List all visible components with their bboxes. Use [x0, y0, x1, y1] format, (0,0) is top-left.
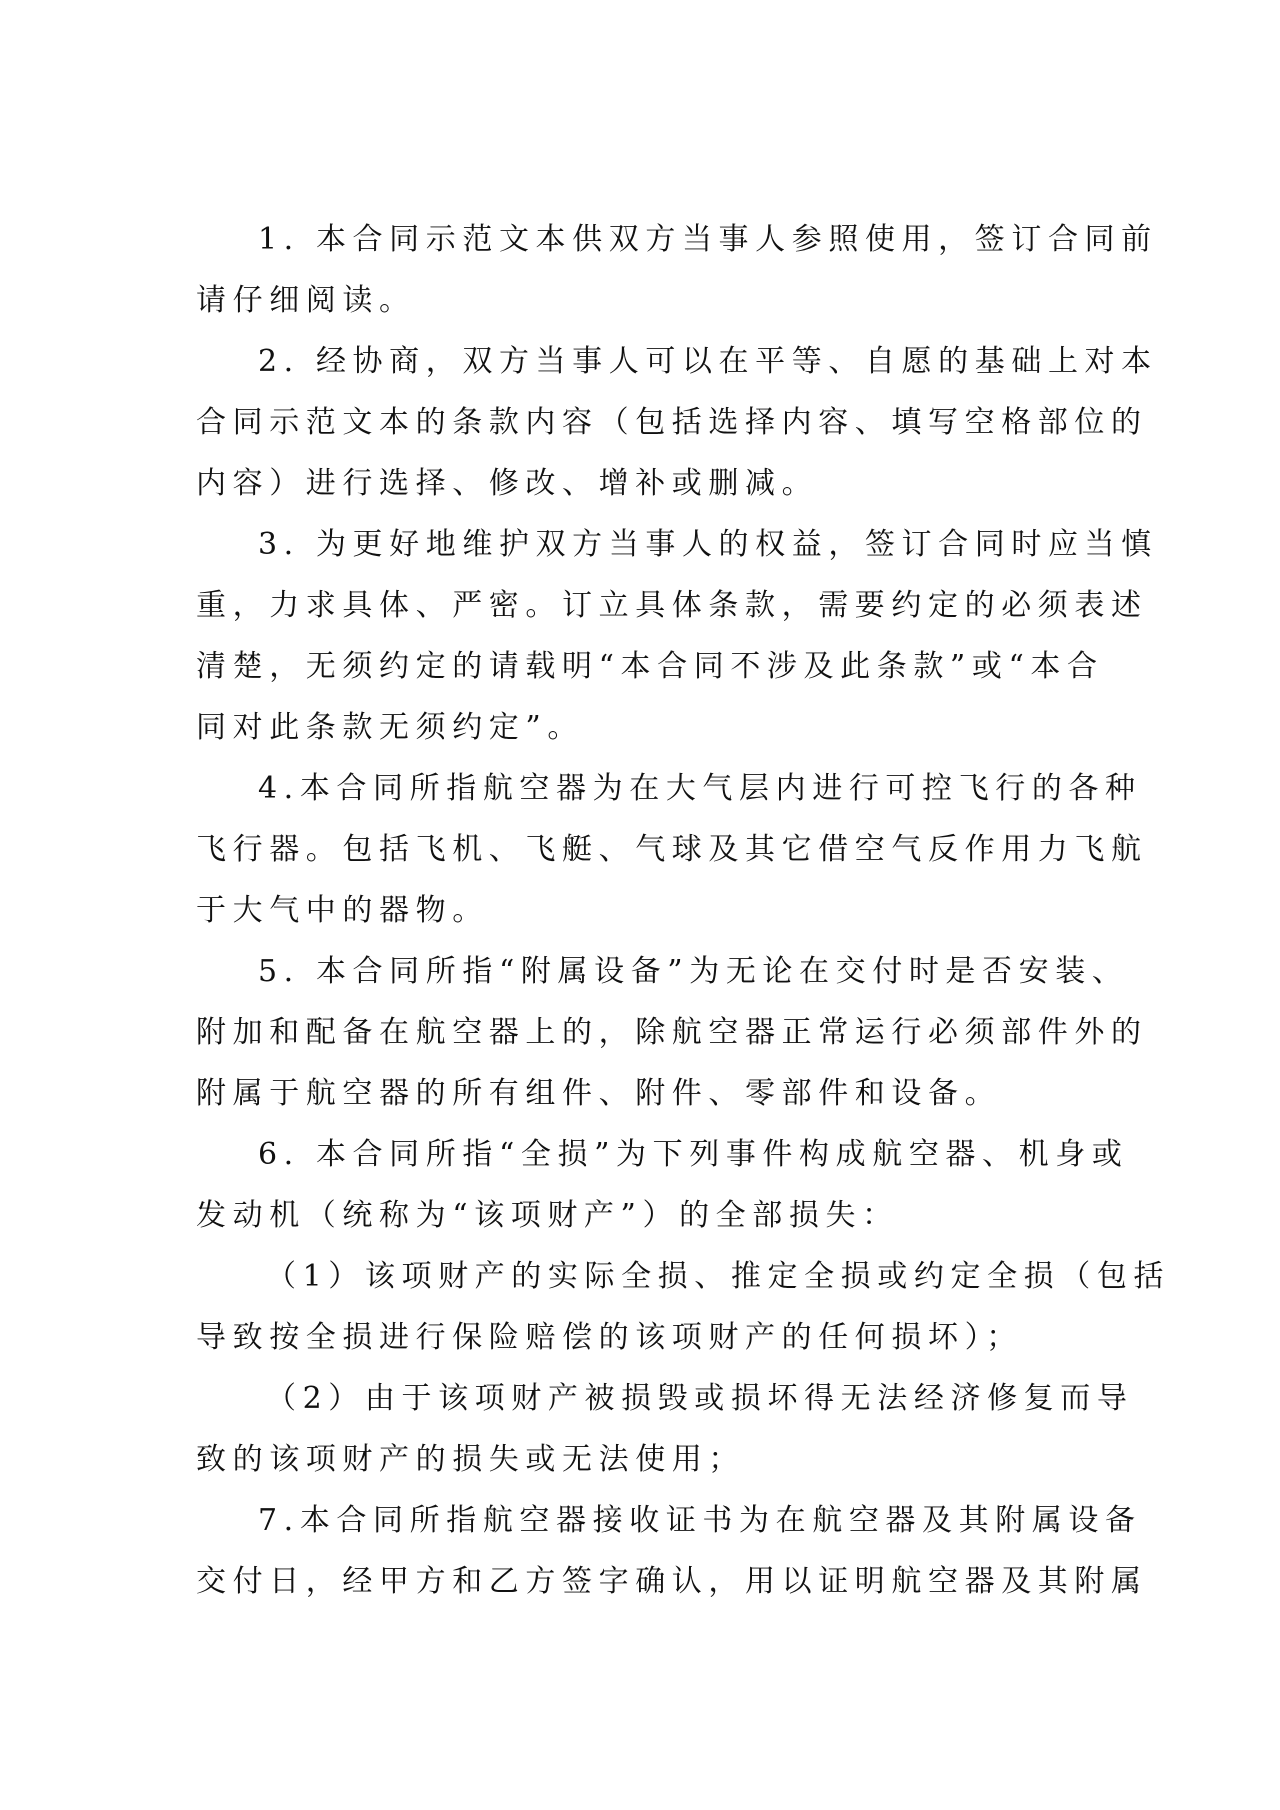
clause-line: 内容）进行选择、修改、增补或删减。 — [196, 466, 819, 501]
clause-line: 导致按全损进行保险赔偿的该项财产的任何损坏）； — [196, 1320, 1023, 1355]
clause-line: 4.本合同所指航空器为在大气层内进行可控飞行的各种 — [258, 771, 1142, 806]
clause-line: 清楚，无须约定的请载明“本合同不涉及此条款”或“本合 — [196, 649, 1104, 684]
clause-7 — [196, 1496, 1148, 1618]
clause-line: 请仔细阅读。 — [196, 283, 416, 318]
document-body — [196, 215, 1171, 1618]
clause-line: 5. 本合同所指“附属设备”为无论在交付时是否安装、 — [258, 954, 1129, 989]
clause-line: 交付日，经甲方和乙方签字确认，用以证明航空器及其附属 — [196, 1564, 1148, 1599]
clause-line: 于大气中的器物。 — [196, 893, 489, 928]
clause-line: 合同示范文本的条款内容（包括选择内容、填写空格部位的 — [196, 405, 1148, 440]
clause-line: 重，力求具体、严密。订立具体条款，需要约定的必须表述 — [196, 588, 1148, 623]
clause-5 — [196, 947, 1148, 1130]
clause-line: 飞行器。包括飞机、飞艇、气球及其它借空气反作用力飞航 — [196, 832, 1148, 867]
clause-line: （2）由于该项财产被损毁或损坏得无法经济修复而导 — [266, 1381, 1134, 1416]
clause-line: 3. 为更好地维护双方当事人的权益，签订合同时应当慎 — [258, 527, 1158, 562]
clause-line: 附加和配备在航空器上的，除航空器正常运行必须部件外的 — [196, 1015, 1148, 1050]
clause-3 — [196, 520, 1158, 764]
clause-6 — [196, 1130, 1129, 1252]
clause-line: 2. 经协商，双方当事人可以在平等、自愿的基础上对本 — [258, 344, 1158, 379]
clause-line: 同对此条款无须约定”。 — [196, 710, 584, 745]
clause-line: 致的该项财产的损失或无法使用； — [196, 1442, 745, 1477]
clause-line: 1. 本合同示范文本供双方当事人参照使用，签订合同前 — [258, 222, 1158, 257]
clause-line: 7.本合同所指航空器接收证书为在航空器及其附属设备 — [258, 1503, 1142, 1538]
clause-6-item-2 — [196, 1374, 1134, 1496]
clause-line: （1）该项财产的实际全损、推定全损或约定全损（包括 — [266, 1259, 1171, 1294]
clause-line: 附属于航空器的所有组件、附件、零部件和设备。 — [196, 1076, 1002, 1111]
clause-6-item-1 — [196, 1252, 1171, 1374]
clause-1 — [196, 215, 1158, 337]
clause-line: 6. 本合同所指“全损”为下列事件构成航空器、机身或 — [258, 1137, 1129, 1172]
clause-2 — [196, 337, 1158, 520]
clause-4 — [196, 764, 1148, 947]
clause-line: 发动机（统称为“该项财产”）的全部损失： — [196, 1198, 899, 1233]
